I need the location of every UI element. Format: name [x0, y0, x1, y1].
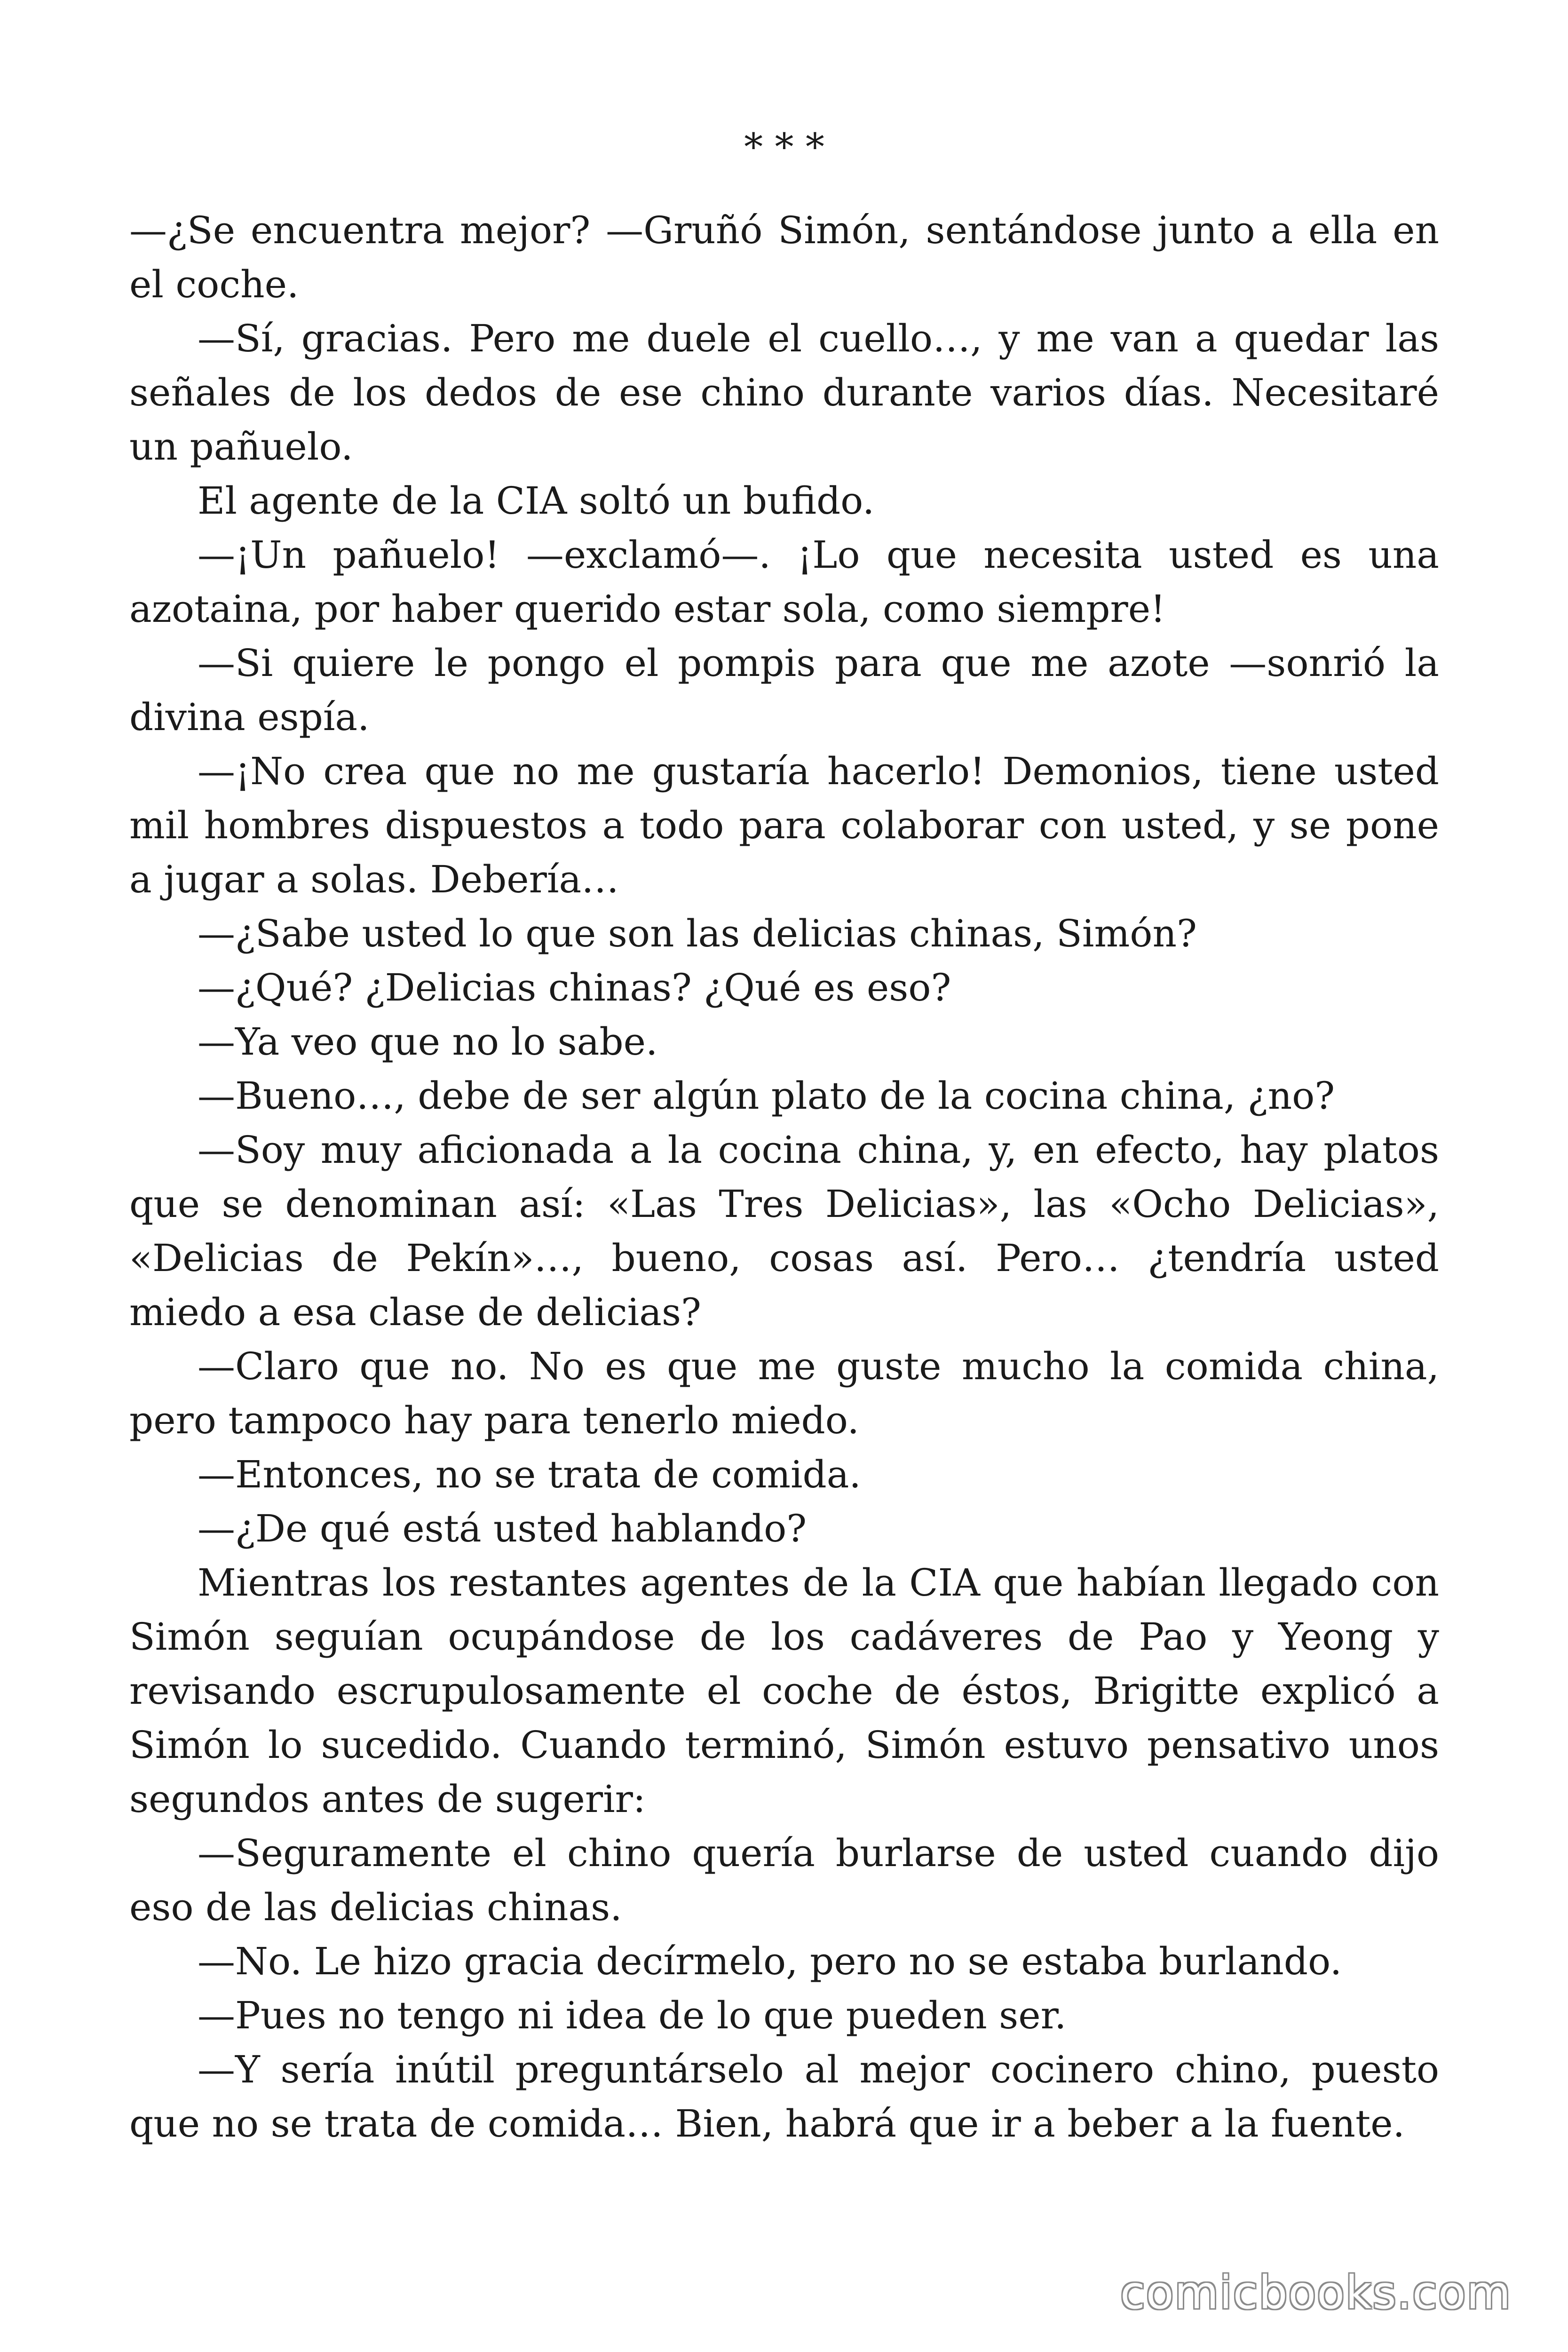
paragraph: —¡No crea que no me gustaría hacerlo! Demonios, tiene usted mil hombres dispuestos a todo para colaborar con usted, y se pone a jugar a solas. Debería…: [129, 749, 1439, 901]
paragraph: —¿Se encuentra mejor? —Gruñó Simón, sentándose junto a ella en el coche.: [129, 208, 1439, 306]
paragraph: El agente de la CIA soltó un bufido.: [198, 479, 875, 523]
paragraph: —Sí, gracias. Pero me duele el cuello…, y me van a quedar las señales de los dedos de ese chino durante varios días. Necesitaré un pañuelo.: [129, 317, 1439, 469]
paragraph: —Entonces, no se trata de comida.: [198, 1453, 861, 1496]
paragraph: —¿Sabe usted lo que son las delicias chinas, Simón?: [198, 912, 1197, 955]
paragraph: —Si quiere le pongo el pompis para que me azote —sonrió la divina espía.: [129, 641, 1439, 739]
paragraph: —¡Un pañuelo! —exclamó—. ¡Lo que necesita usted es una azotaina, por haber querido estar sola, como siempre!: [129, 533, 1439, 631]
paragraph: —Seguramente el chino quería burlarse de usted cuando dijo eso de las delicias chinas.: [129, 1831, 1439, 1929]
watermark: comicbooks.com: [1120, 2266, 1512, 2319]
paragraph: —Pues no tengo ni idea de lo que pueden ser.: [198, 1994, 1067, 2037]
paragraph: —Y sería inútil preguntárselo al mejor cocinero chino, puesto que no se trata de comida… Bien, habrá que ir a beber a la fuente.: [129, 2048, 1439, 2145]
paragraph: Mientras los restantes agentes de la CIA que habían llegado con Simón seguían ocupándose de los cadáveres de Pao y Yeong y revisando escrupulosamente el coche de éstos, Brigitte explicó a Simón lo sucedido. Cuando terminó, Simón estuvo pensativo unos segundos antes de sugerir:: [129, 1561, 1439, 1821]
section-separator: * * *: [744, 125, 824, 169]
paragraph: —Bueno…, debe de ser algún plato de la cocina china, ¿no?: [198, 1074, 1335, 1118]
paragraph: —Claro que no. No es que me guste mucho la comida china, pero tampoco hay para tenerlo miedo.: [129, 1344, 1439, 1442]
paragraph: —¿De qué está usted hablando?: [198, 1507, 807, 1550]
book-page: [129, 120, 1439, 2151]
paragraph: —Ya veo que no lo sabe.: [198, 1020, 658, 1064]
paragraph: —No. Le hizo gracia decírmelo, pero no se estaba burlando.: [198, 1939, 1342, 1983]
paragraph: —¿Qué? ¿Delicias chinas? ¿Qué es eso?: [198, 966, 951, 1009]
paragraph: —Soy muy aficionada a la cocina china, y, en efecto, hay platos que se denominan así: «Las Tres Delicias», las «Ocho Delicias», «Delicias de Pekín»…, bueno, cosas así. Pero… ¿tendría usted miedo a esa clase de delicias?: [129, 1128, 1439, 1334]
